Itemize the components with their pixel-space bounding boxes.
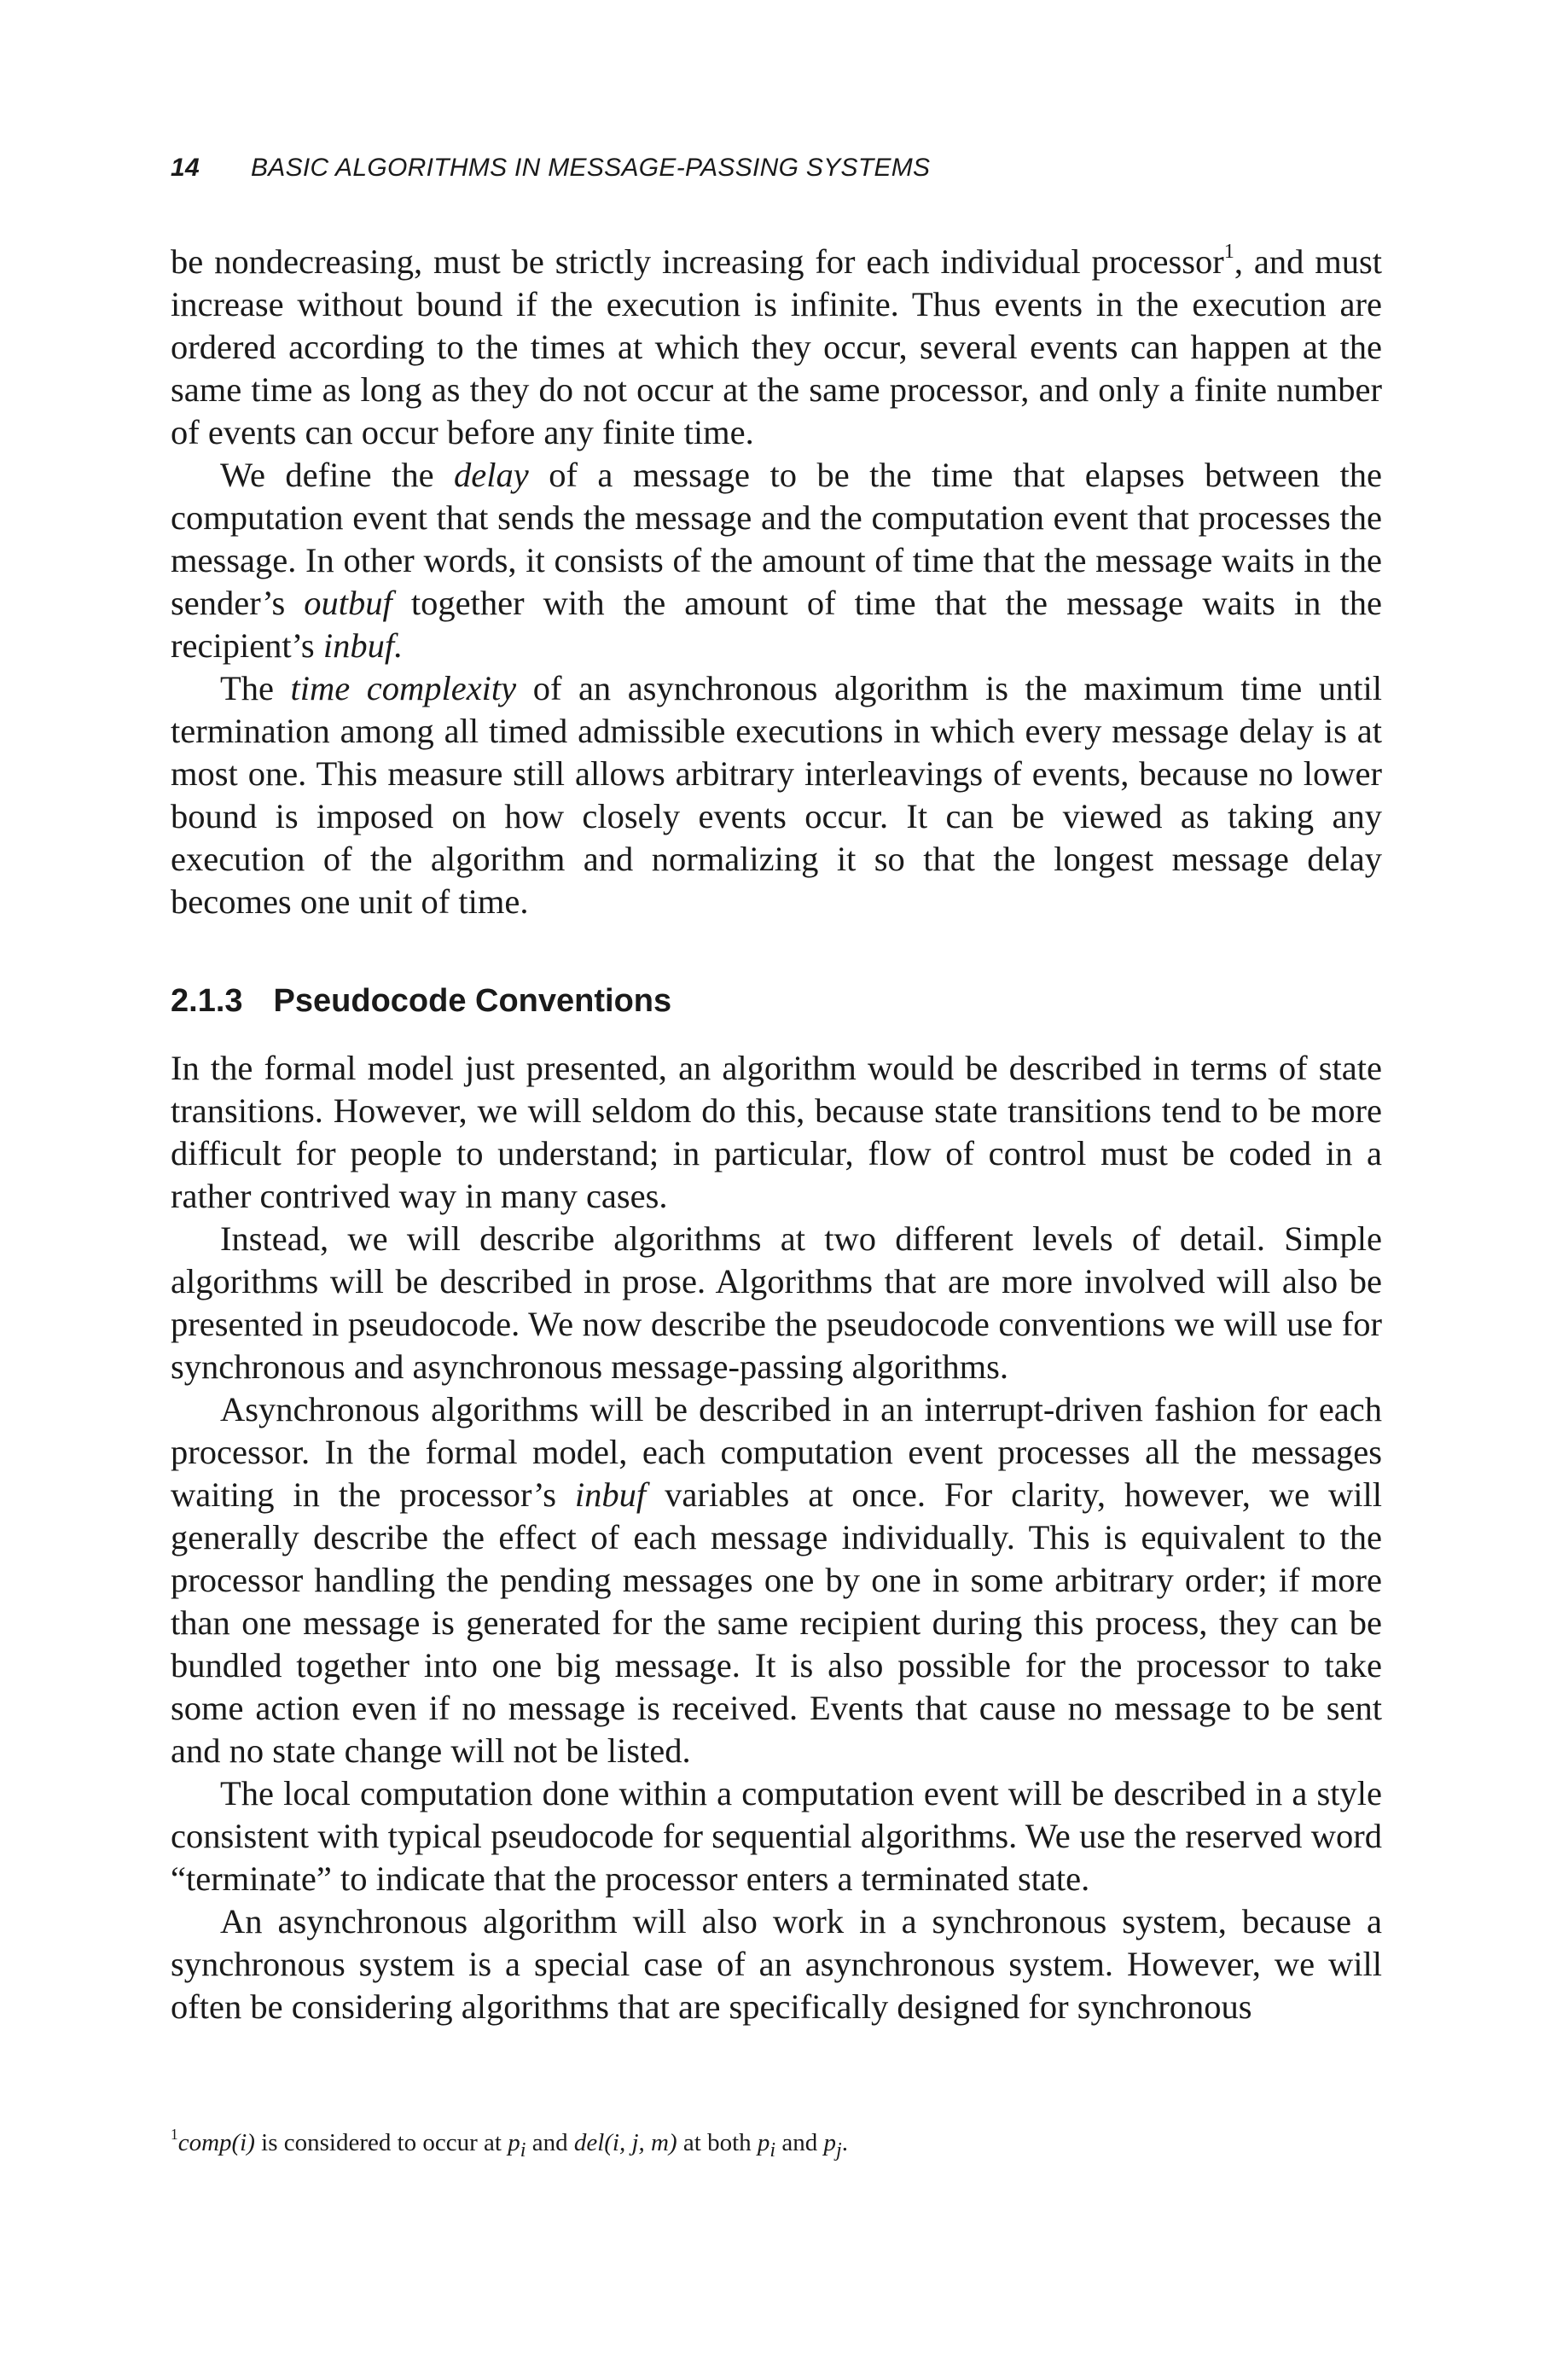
footnote-pj-sub: j xyxy=(835,2138,842,2161)
paragraph-2-text-b: of a message to be the time that elapses between the computation event that sends the message and the computation event that processes the message. In other words, it consists of the amount of time that the message waits in the sender’s xyxy=(171,456,1382,622)
paragraph-3-text-b: of an asynchronous algorithm is the maximum time until termination among all timed admissible executions in which every message delay is at most one. This measure still allows arbitrary interleavings of events, because no lower bound is imposed on how closely events occur. It can be viewed as taking any execution of the algorithm and normalizing it so that the longest message delay becomes one unit of time. xyxy=(171,669,1383,921)
running-head xyxy=(171,154,1382,183)
footnote-marker: 1 xyxy=(171,2125,178,2143)
term-inbuf: inbuf. xyxy=(322,626,404,665)
footnote-text-2: and xyxy=(526,2129,574,2156)
section-paragraph-5: An asynchronous algorithm will also work in a synchronous system, because a synchronous system is a special case of an asynchronous system. However, we will often be considering algorithms that are specifically designed for synchronous xyxy=(171,1902,1382,2026)
section-paragraph-3 xyxy=(171,1388,1382,1772)
footnote-text-4: and xyxy=(775,2129,824,2156)
footnote-text-3: at both xyxy=(677,2129,758,2156)
footnote-del: del(i, j, m) xyxy=(573,2129,677,2156)
section-paragraph-2: Instead, we will describe algorithms at two different levels of detail. Simple algorithms will be described in prose. Algorithms that are more involved will also be presented in pseudocode. We now describe the pseudocode conventions we will use for synchronous and asynchronous message-passing algorithms. xyxy=(171,1219,1382,1386)
footnote-pj: p xyxy=(823,2129,836,2156)
term-time-complexity: time complexity xyxy=(290,669,517,707)
term-delay: delay xyxy=(454,456,529,494)
footnote-text-1: is considered to occur at xyxy=(254,2129,508,2156)
section-heading xyxy=(171,983,1382,1020)
section-paragraph-3-text-b: variables at once. For clarity, however, we will generally describe the effect of each message individually. This is equivalent to the processor handling the pending messages one by one in some arbitrary order; if more than one message is generated for the same recipient during this process, they can be bundled together into one big message. It is also possible for the processor to take some action even if no message is received. Events that cause no message to be sent and no state change will not be listed. xyxy=(171,1475,1382,1770)
paragraph-1-text-b: , and must increase without bound if the execution is infinite. Thus events in the execution are ordered according to the times at which they occur, several events can happen at the same time as long as they do not occur at the same processor, and only a finite number of events can occur before any finite time. xyxy=(171,242,1382,451)
section-paragraph-4: The local computation done within a computation event will be described in a style consistent with typical pseudocode for sequential algorithms. We use the reserved word “terminate” to indicate that the processor enters a terminated state. xyxy=(171,1774,1382,1898)
paragraph-2-text-c: together with the amount of time that the message waits in the recipient’s xyxy=(171,584,1382,665)
term-outbuf: outbuf xyxy=(304,584,392,622)
section-number: 2.1.3 xyxy=(171,983,243,1019)
section-paragraph-1: In the formal model just presented, an algorithm would be described in terms of state transitions. However, we will seldom do this, because state transitions tend to be more difficult for people to understand; in particular, flow of control must be coded in a rather contrived way in many cases. xyxy=(171,1049,1382,1215)
running-title: BASIC ALGORITHMS IN MESSAGE-PASSING SYSTEMS xyxy=(250,154,931,182)
term-inbuf-2: inbuf xyxy=(574,1475,647,1514)
section-title: Pseudocode Conventions xyxy=(273,983,672,1019)
footnote-pi-2-sub: i xyxy=(769,2138,776,2161)
paragraph-2 xyxy=(171,454,1382,667)
section-paragraph-3-text-a: Asynchronous algorithms will be described in an interrupt-driven fashion for each processor. In the formal model, each computation event processes all the messages waiting in the processor’s xyxy=(171,1390,1382,1514)
footnote-text-5: . xyxy=(841,2129,848,2156)
footnote-pi: p xyxy=(508,2129,520,2156)
paragraph-1-text-a: be nondecreasing, must be strictly increasing for each individual processor xyxy=(171,242,1224,281)
footnote-pi-sub: i xyxy=(520,2138,526,2161)
paragraph-2-text-a: We define the xyxy=(220,456,455,494)
footnote-pi-2: p xyxy=(757,2129,770,2156)
paragraph-3 xyxy=(171,667,1382,923)
body-text xyxy=(171,241,1382,2028)
paragraph-1 xyxy=(171,241,1382,454)
footnote xyxy=(171,2127,1382,2166)
footnote-comp: comp(i) xyxy=(177,2129,255,2156)
paragraph-3-text-a: The xyxy=(220,669,291,707)
footnote-ref: 1 xyxy=(1223,239,1234,263)
page-number: 14 xyxy=(171,154,200,182)
